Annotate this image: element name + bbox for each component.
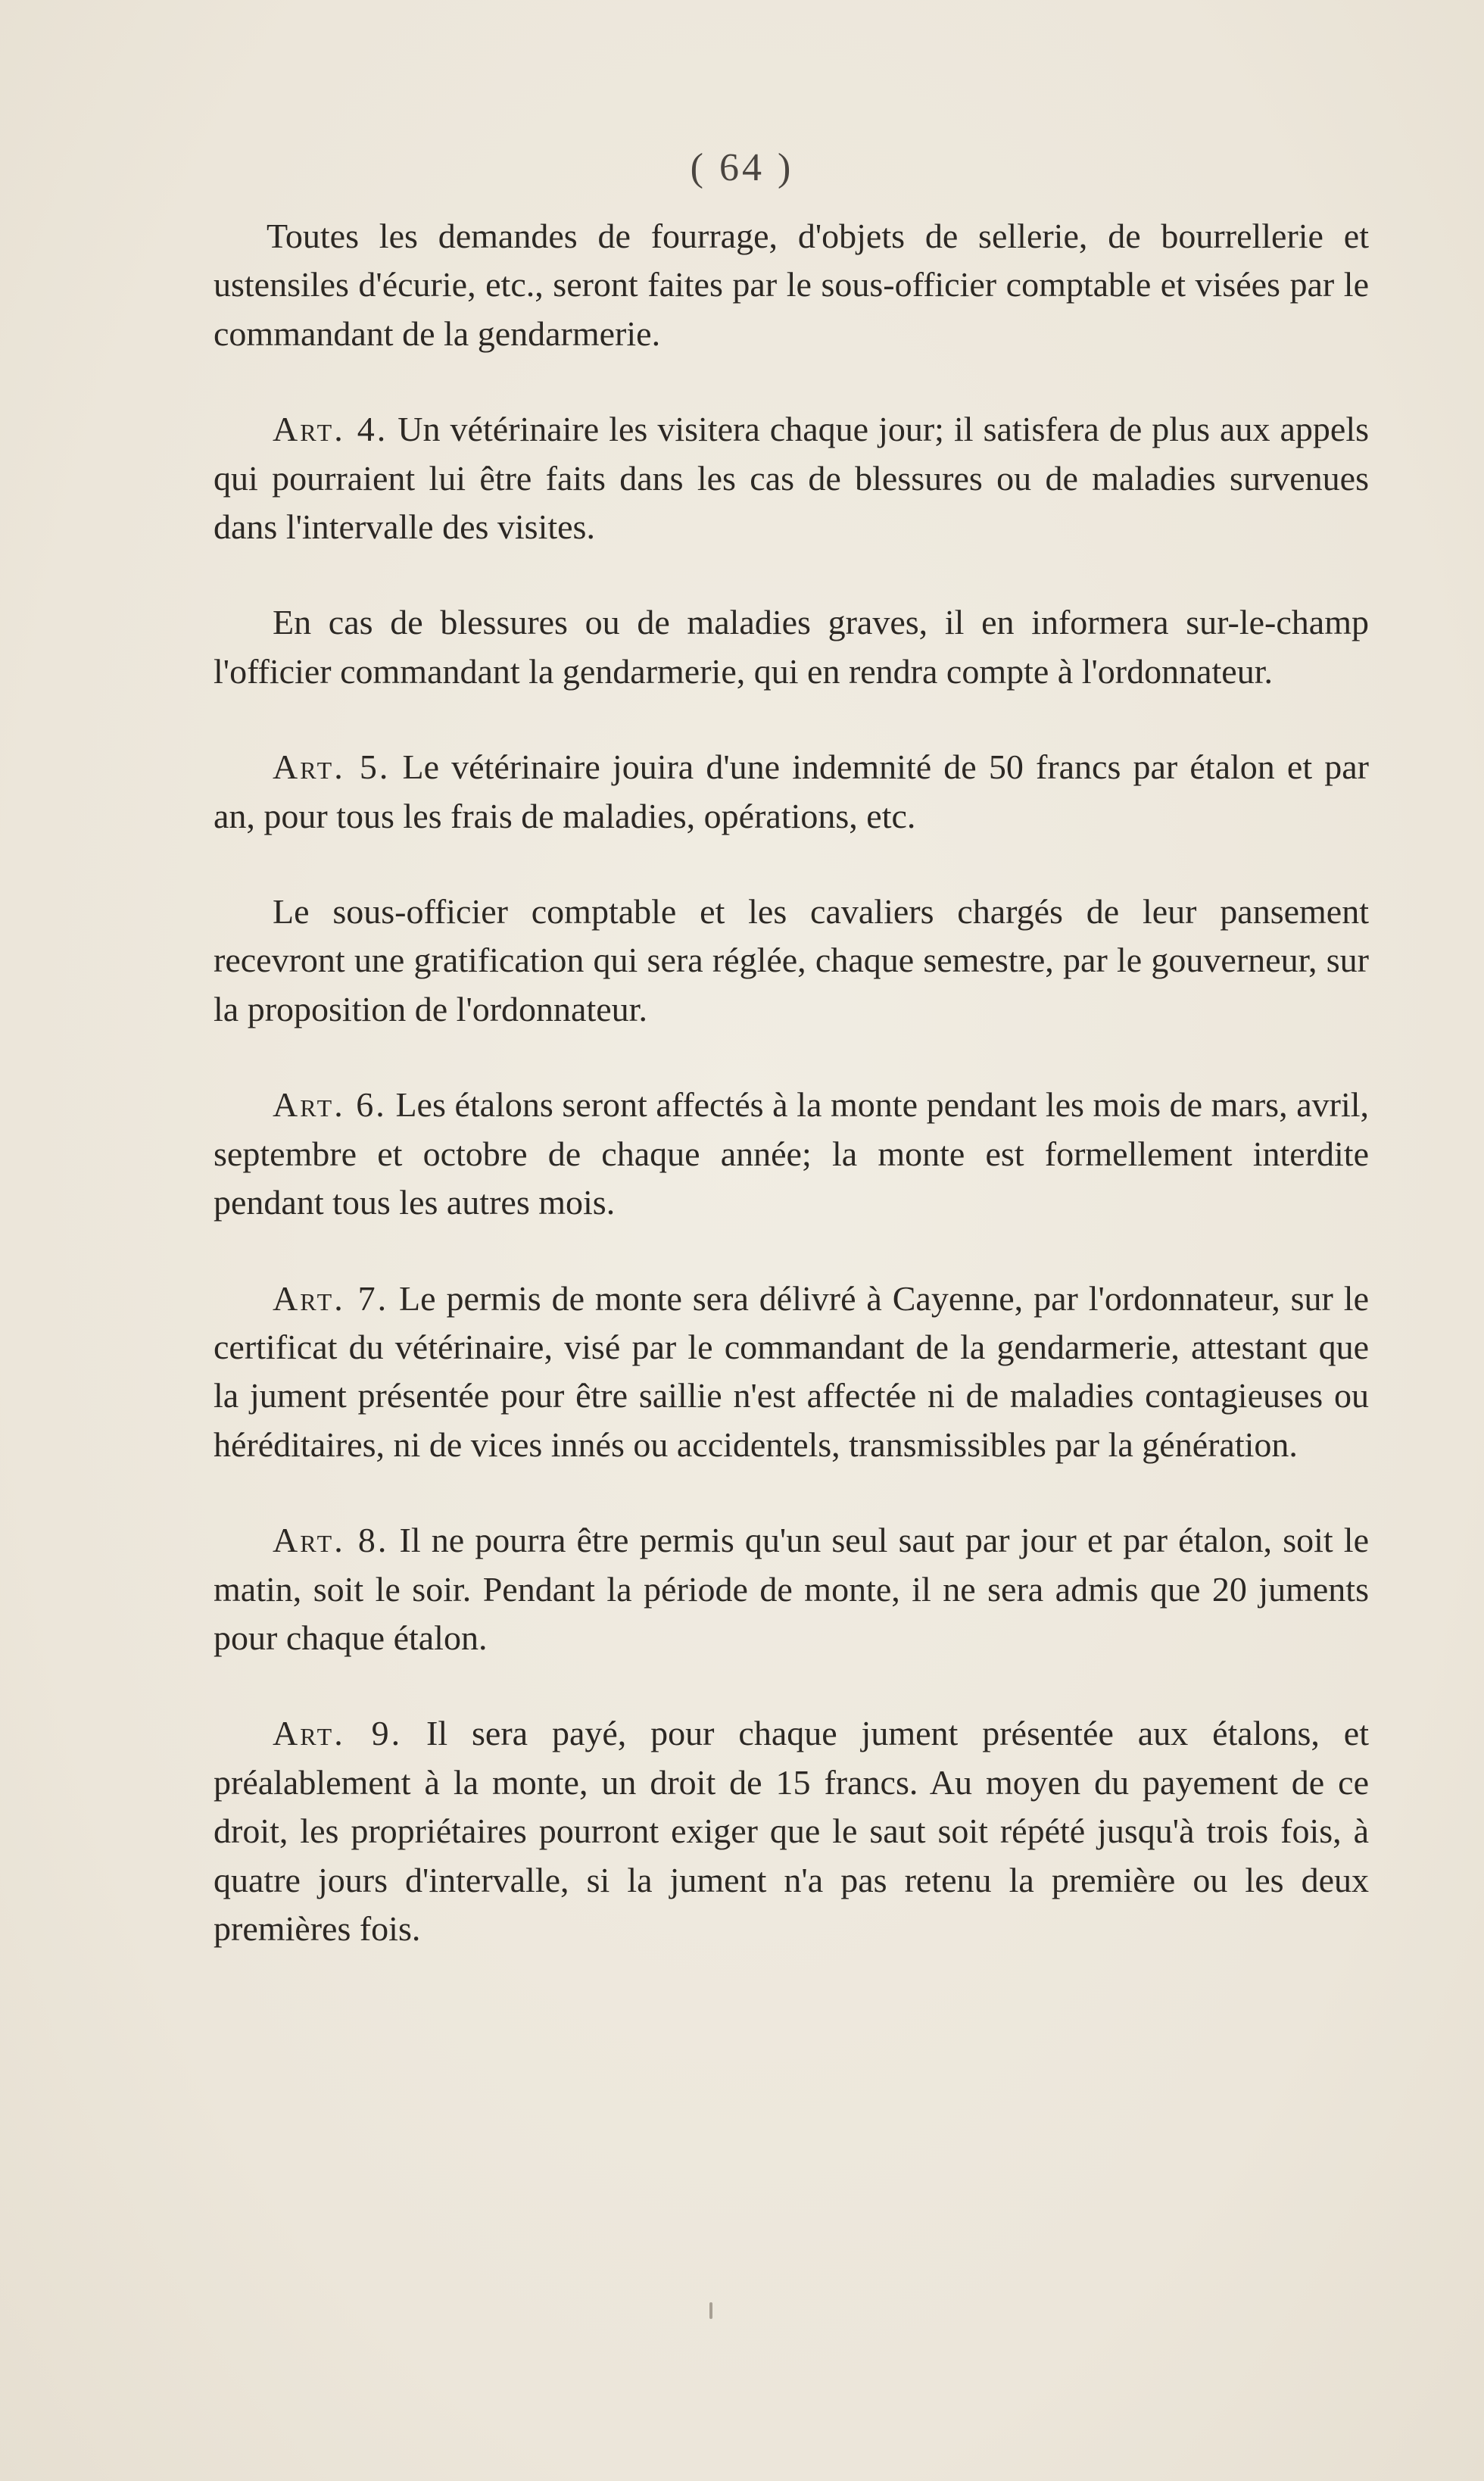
page-number: ( 64 ): [690, 146, 794, 189]
article-label: Art. 6.: [273, 1085, 387, 1125]
article-label: Art. 9.: [273, 1714, 403, 1753]
paragraph-text: Le permis de monte sera délivré à Cayenne, par l'ordonnateur, sur le certificat du vétérinaire, visé par le commandant de la gendarmerie, attestant que la jument présentée pour être saillie n'est affectée ni de maladies contagieuses ou héréditaires, ni de vices innés ou accidentels, transmissibles par la génération.: [214, 1278, 1369, 1464]
paragraph-text: En cas de blessures ou de maladies graves, il en informera sur-le-champ l'officier commandant la gendarmerie, qui en rendra compte à l'ordonnateur.: [214, 603, 1369, 691]
article-4: [214, 405, 1369, 551]
ink-mark: [709, 2302, 712, 2319]
paragraph-text: Le sous-officier comptable et les cavaliers chargés de leur pansement recevront une gratification qui sera réglée, chaque semestre, par le gouverneur, sur la proposition de l'ordonnateur.: [214, 892, 1369, 1028]
article-8: [214, 1516, 1369, 1662]
article-9: [214, 1709, 1369, 1953]
paragraph-text: Le vétérinaire jouira d'une indemnité de 50 francs par étalon et par an, pour tous les frais de maladies, opérations, etc.: [214, 747, 1369, 835]
article-5-continuation: [214, 888, 1369, 1034]
article-5: [214, 743, 1369, 841]
article-label: Art. 8.: [273, 1521, 389, 1560]
article-label: Art. 4.: [273, 410, 388, 449]
article-6: [214, 1081, 1369, 1227]
article-label: Art. 5.: [273, 747, 391, 787]
paragraph-text: Les étalons seront affectés à la monte pendant les mois de mars, avril, septembre et octobre de chaque année; la monte est formellement interdite pendant tous les autres mois.: [214, 1085, 1369, 1222]
paragraph-text: Il sera payé, pour chaque jument présentée aux étalons, et préalablement à la monte, un droit de 15 francs. Au moyen du payement de ce droit, les propriétaires pourront exiger que le saut soit répété jusqu'à trois fois, à quatre jours d'intervalle, si la jument n'a pas retenu la première ou les deux premières fois.: [214, 1714, 1369, 1948]
paragraph-text: Un vétérinaire les visitera chaque jour; il satisfera de plus aux appels qui pourraient lui être faits dans les cas de blessures ou de maladies survenues dans l'intervalle des visites.: [214, 410, 1369, 547]
article-7: [214, 1275, 1369, 1470]
paragraph-text: Toutes les demandes de fourrage, d'objets de sellerie, de bourrellerie et ustensiles d'écurie, etc., seront faites par le sous-officier comptable et visées par le commandant de la gendarmerie.: [214, 217, 1369, 353]
body-text: [214, 212, 1369, 2000]
paragraph-text: Il ne pourra être permis qu'un seul saut par jour et par étalon, soit le matin, soit le soir. Pendant la période de monte, il ne sera admis que 20 juments pour chaque étalon.: [214, 1521, 1370, 1657]
paragraph-intro: [214, 212, 1369, 358]
article-label: Art. 7.: [273, 1278, 389, 1318]
article-4-continuation: [214, 598, 1369, 696]
